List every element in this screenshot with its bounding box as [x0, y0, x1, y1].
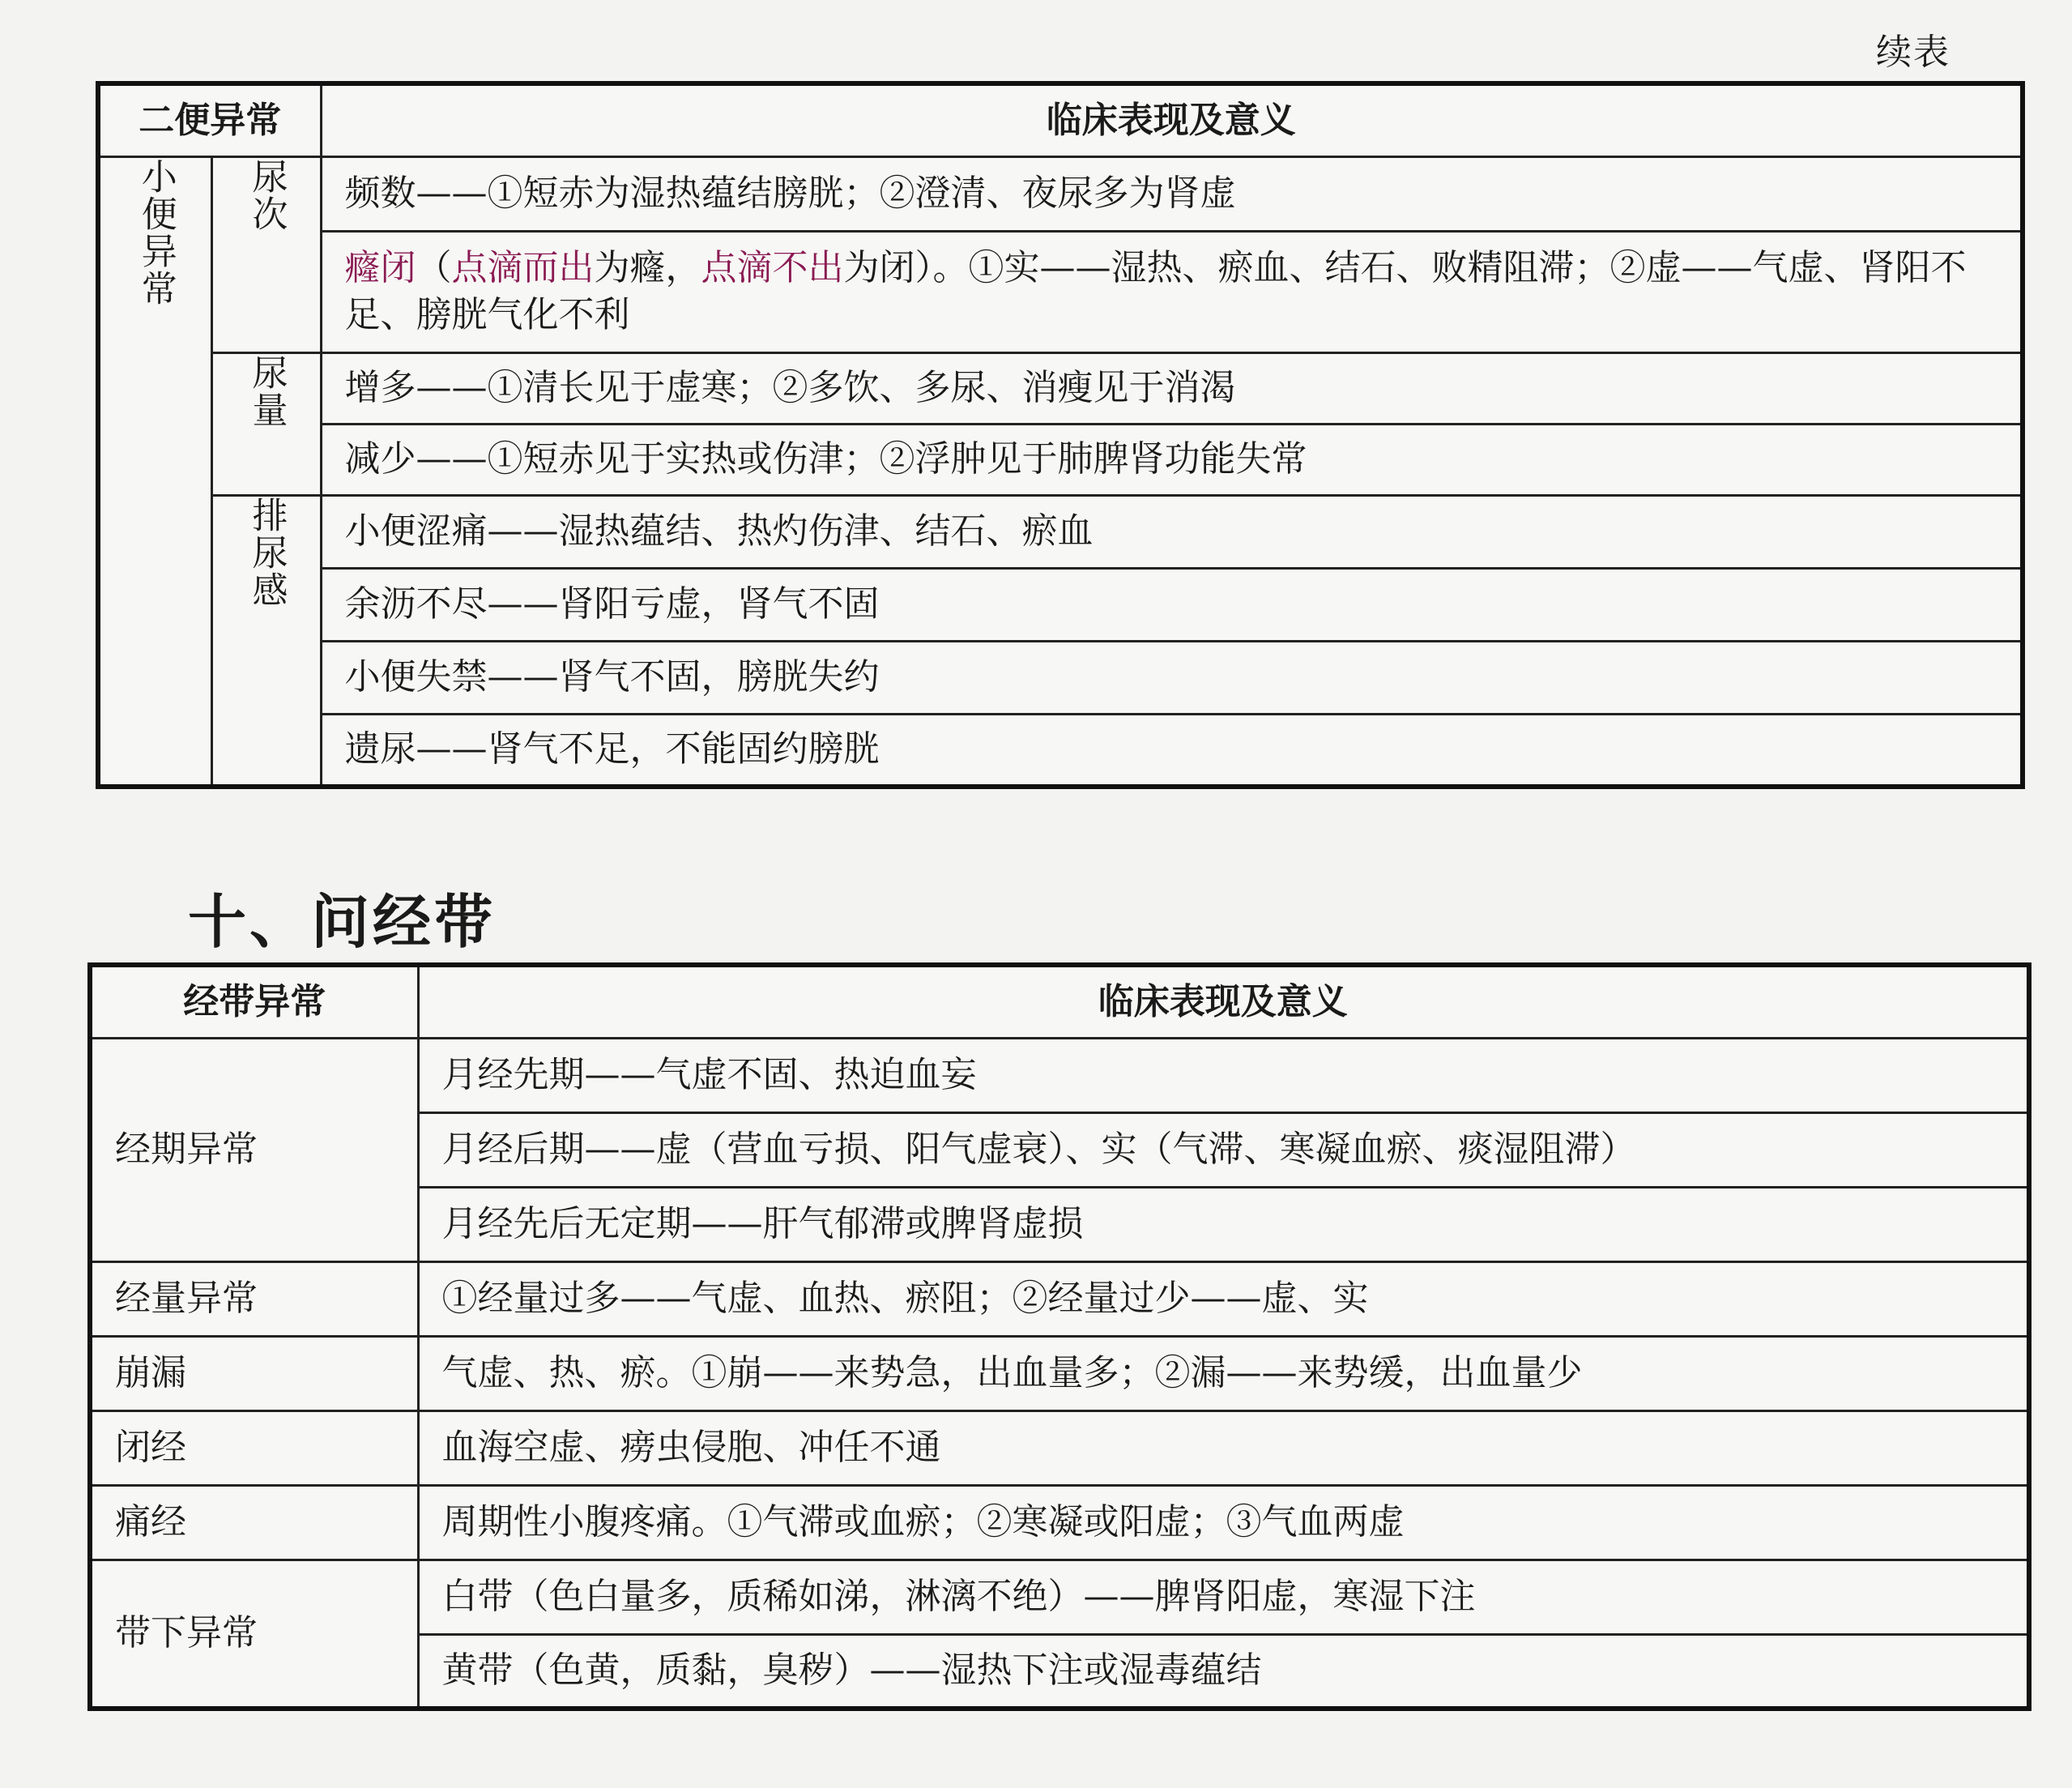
category-cell: 闭经: [90, 1410, 418, 1485]
table-row: [98, 641, 2023, 714]
group-label-niaoliang: 尿量: [211, 352, 321, 495]
col2-header: 临床表现及意义: [321, 83, 2023, 156]
col1-header: 经带异常: [90, 965, 418, 1038]
row-text: ①经量过多——气虚、血热、瘀阻；②经量过少——虚、实: [418, 1261, 2029, 1336]
row-text: 周期性小腹疼痛。①气滞或血瘀；②寒凝或阳虚；③气血两虚: [418, 1485, 2029, 1560]
category-cell: 痛经: [90, 1485, 418, 1560]
row-text: 减少——①短赤见于实热或伤津；②浮肿见于肺脾肾功能失常: [321, 424, 2023, 495]
table-row: [98, 568, 2023, 641]
row-text: 频数——①短赤为湿热蕴结膀胱；②澄清、夜尿多为肾虚: [321, 156, 2023, 231]
table-row: [98, 714, 2023, 787]
col1-header: 二便异常: [98, 83, 321, 156]
row-text: 血海空虚、痨虫侵胞、冲任不通: [418, 1410, 2029, 1485]
table-row: [98, 352, 2023, 424]
group-label-niaoci: 尿次: [211, 156, 321, 352]
category-cell: 经期异常: [90, 1038, 418, 1261]
row-text: 遗尿——肾气不足，不能固约膀胱: [321, 714, 2023, 787]
row-text: 黄带（色黄，质黏，臭秽）——湿热下注或湿毒蕴结: [418, 1634, 2029, 1709]
table-row: [98, 231, 2023, 352]
row-text: 小便失禁——肾气不固，膀胱失约: [321, 641, 2023, 714]
category-cell: 崩漏: [90, 1336, 418, 1410]
row-text: 气虚、热、瘀。①崩——来势急，出血量多；②漏——来势缓，出血量少: [418, 1336, 2029, 1410]
drip-out: 点滴而出: [451, 246, 595, 288]
drip-none: 点滴不出: [701, 246, 844, 288]
group-label-painiaogan: 排尿感: [211, 495, 321, 787]
table-row: [98, 495, 2023, 568]
section-title: 十、问经带: [188, 888, 497, 956]
term-longbi: 癃闭: [344, 246, 416, 288]
menstruation-table: [87, 962, 2031, 1711]
table-row: [90, 1485, 2029, 1560]
table-row: [90, 1560, 2029, 1634]
row-text: 白带（色白量多，质稀如涕，淋漓不绝）——脾肾阳虚，寒湿下注: [418, 1560, 2029, 1634]
row-text: 增多——①清长见于虚寒；②多饮、多尿、消瘦见于消渴: [321, 352, 2023, 424]
is-bi: 为闭）。: [843, 246, 969, 288]
main-category-cell: 小便异常: [98, 156, 211, 787]
table-row: [98, 424, 2023, 495]
row-text-longbi: [321, 231, 2023, 352]
table-row: [90, 1336, 2029, 1410]
row-text: 小便涩痛——湿热蕴结、热灼伤津、结石、瘀血: [321, 495, 2023, 568]
row-rest: ①实——湿热、瘀血、结石、败精阻滞；②虚——气虚、肾阳不足、膀胱气化不利: [344, 246, 1967, 335]
table-row: [90, 1261, 2029, 1336]
category-cell: 带下异常: [90, 1560, 418, 1709]
is-long: 为癃，: [594, 246, 701, 288]
row-text: 月经先期——气虚不固、热迫血妄: [418, 1038, 2029, 1112]
table-header-row: [90, 965, 2029, 1038]
table-row: [90, 1038, 2029, 1112]
table-header-row: [98, 83, 2023, 156]
continued-label: 续表: [1876, 32, 1950, 73]
row-text: 月经后期——虚（营血亏损、阳气虚衰）、实（气滞、寒凝血瘀、痰湿阻滞）: [418, 1112, 2029, 1187]
table-row: [98, 156, 2023, 231]
col2-header: 临床表现及意义: [418, 965, 2029, 1038]
table-row: [90, 1410, 2029, 1485]
excretion-table: [96, 81, 2025, 789]
row-text: 余沥不尽——肾阳亏虚，肾气不固: [321, 568, 2023, 641]
category-cell: 经量异常: [90, 1261, 418, 1336]
paren-open: （: [416, 246, 452, 288]
row-text: 月经先后无定期——肝气郁滞或脾肾虚损: [418, 1187, 2029, 1261]
